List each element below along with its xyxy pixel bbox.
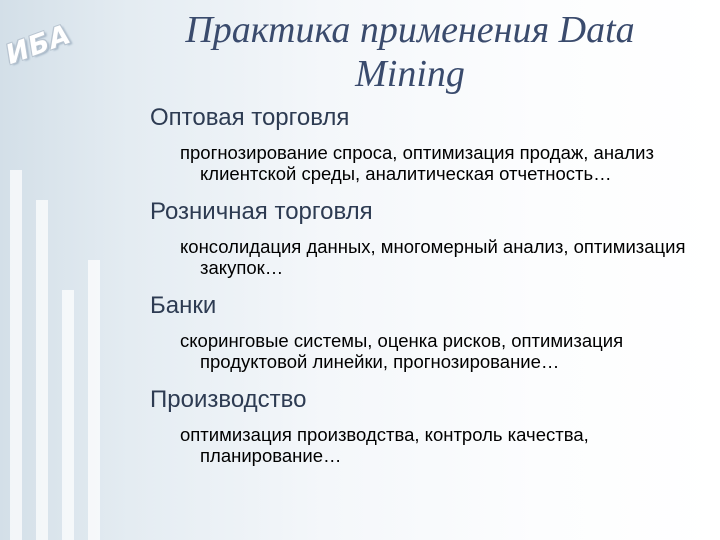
section-retail xyxy=(150,198,710,278)
section-description: оптимизация производства, контроль качества, планирование… xyxy=(180,424,589,466)
decor-bar xyxy=(62,290,74,540)
slide-title: Практика применения Data Mining xyxy=(185,9,635,95)
iba-logo: ИБА xyxy=(1,18,76,71)
section-heading: Банки xyxy=(150,292,217,319)
section-description: консолидация данных, многомерный анализ, оптимизация закупок… xyxy=(180,236,686,278)
decor-bar xyxy=(36,200,48,540)
section-description: скоринговые системы, оценка рисков, оптимизация продуктовой линейки, прогнозирование… xyxy=(180,330,624,372)
section-heading: Производство xyxy=(150,386,307,413)
section-banks xyxy=(150,292,710,372)
section-heading: Розничная торговля xyxy=(150,198,373,225)
decor-bar xyxy=(88,260,100,540)
decorative-bars xyxy=(0,150,120,540)
section-wholesale xyxy=(150,104,710,184)
section-heading: Оптовая торговля xyxy=(150,104,350,131)
section-description: прогнозирование спроса, оптимизация продаж, анализ клиентской среды, аналитическая отчетность… xyxy=(180,142,654,184)
decor-bar xyxy=(10,170,22,540)
slide-content xyxy=(150,104,710,466)
section-manufacturing xyxy=(150,386,710,466)
